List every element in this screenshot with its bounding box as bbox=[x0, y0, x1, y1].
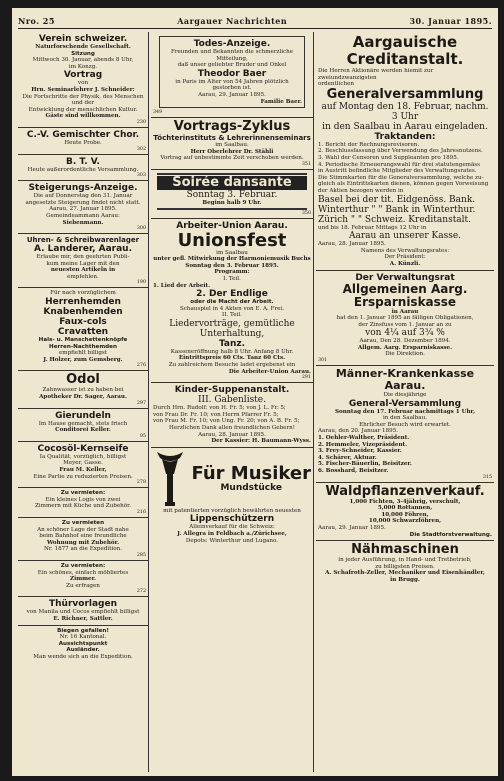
ad-uhrenlager: Uhren- & Schreibwarenlager A. Landerer, Aarau. Erlaube mir, den geehrten Publi- kum meine Lager mit den neuesten Artikeln in empfehlen. 190 bbox=[18, 234, 148, 288]
ad-soiree: Soirée dansante Sonntag 3. Februar. Beginn halb 9 Uhr. 350 bbox=[151, 170, 313, 219]
ad-herrenhemden: Für nach vorzüglichem Herrenhemden Knabenhemden Faux-cols Cravatten Hals- u. Manschettenknöpfe Herren-Nachthemden empfiehlt billigst J. Holzer, zum Gemsberg. 276 bbox=[18, 288, 148, 371]
ad-kernseife: Cocosöl-Kernseife Ia Qualität, vorzüglich, billigst Meyer, Gasse. Frau M. Keller, Eine Partie zu reduzierten Preisen. 278 bbox=[18, 442, 148, 488]
newspaper-page bbox=[12, 8, 498, 776]
ad-zu-vermieten-2: Zu vermieten An schöner Lage der Stadt nahe beim Bahnhof eine freundliche Wohnung mit Zubehör. Nr. 1877 an die Expedition. 285 bbox=[18, 518, 148, 561]
ad-kinder-suppenanstalt: Kinder-Suppenanstalt. III. Gabenliste. Durch Hrn. Rudolf: von H. Fr. 5; von J. L. Fr. 5; von Frau Dr. Fr. 10; von Herrn Pfarrer Fr. 5; von Frau M. Fr. 10; von Ung. Fr. 20; von A. B. Fr. 5; Herzlichen Dank allen freundlichen Gebern! Aarau, 28. Januar 1895. Der Kassier: H. Baumann-Wyss. bbox=[151, 383, 313, 448]
ad-odol: Odol Zahnwasser ist zu haben bei Apotheker Dr. Sager, Aarau. 297 bbox=[18, 371, 148, 408]
ad-steigerung: Steigerungs-Anzeige. Die auf Donnerstag den 31. Januar angesetzte Steigerung findet nicht statt. Aarau, 27. Januar 1895. Gemeindeammann Aarau: Siebenmann. 300 bbox=[18, 181, 148, 234]
ad-fuer-musiker: Für Musiker Mundstücke mit patentierten vorzüglich bewährten neuesten Lippenschützern Alleinverkauf für die Schweiz: J. Allegra in Feldbach a./Zürichsee, Depots: Winterthur und Lugano. bbox=[151, 448, 313, 546]
page-header bbox=[18, 14, 492, 29]
issue-date: 30. Januar 1895. bbox=[409, 16, 492, 26]
newspaper-title: Aargauer Nachrichten bbox=[177, 16, 288, 26]
mourning-frame: Todes-Anzeige. Freunden und Bekannten die schmerzliche Mitteilung, daß unser geliebter Bruder und Onkel Theodor Baer in Paris im Alter von 54 Jahren plötzlich gestorben ist. Aarau, 29. Januar 1895. Familie Baer. bbox=[159, 36, 305, 108]
ad-btv: B. T. V. Heute außerordentliche Versammlung. 303 bbox=[18, 155, 148, 182]
page-number: Nro. 25 bbox=[18, 16, 55, 26]
ad-thuervorlagen: Thürvorlagen von Manila und Cocos empfiehlt billigst E. Richner, Sattler. bbox=[18, 597, 148, 625]
column-left bbox=[18, 32, 149, 772]
ad-eierundeln: Gierundeln Im Hause gemacht, stets frisch Conditorei Keller. 95 bbox=[18, 409, 148, 442]
ad-ersparniskasse: Der Verwaltungsrat Allgemeinen Aarg. Ersparniskasse in Aarau hat den 1. Januar 1895 an fälligen Obligationen, der Zinsfuss vom 1. Januar an zu von 4¼ auf 3¾ % Aarau, Den 28. Dezember 1894. Allgem. Aarg. Ersparniskasse. Die Direktion. 301 bbox=[316, 271, 494, 367]
ad-zu-vermieten-1: Zu vermieten: Ein kleines Logis von zwei Zimmern mit Küche und Zubehör. 216 bbox=[18, 488, 148, 518]
ad-maenner-krankenkasse: Männer-Krankenkasse Aarau. Die diesjährige General-Versammlung Sonntag den 17. Februar nachmittags 1 Uhr, in den Saalbau. Ehrlicher Besuch wird erwartet. Aarau, den 20. Januar 1895. 1. Oehler-Walther, Präsident. 2. Hemmeler, Vizepräsident. 3. Frey-Schneider, Kassier. 4. Schärer, Aktuar. 5. Fischer-Bäuerlin, Beisitzer. 6. Bosshard, Beisitzer. 315 bbox=[316, 366, 494, 483]
mouthpiece-illustration-icon bbox=[153, 450, 187, 508]
ad-creditanstalt: Aargauische Creditanstalt. Die Herren Aktionäre werden hiemit zur zweiundzwanzigsten ordentlichen Generalversammlung auf Montag den 18. Februar, nachm. 3 Uhr in den Saalbau in Aarau eingeladen. Traktanden: 1. Bericht der Rechnungsrevisoren. 2. Beschlussfassung über Verwendung des Jahresnutzens. 3. Wahl der Censoren und Suppleanten pro 1895. 4. Periodische Erneuerungswahl für drei statutengemäss in Austritt befindliche Mitglieder des Verwaltungsrates. Die Stimmkarten für die Generalversammlung, welche zu- gleich als Eintrittskarten dienen, können gegen Vorweisung der Aktien bezogen werden in Basel bei der tit. Eidgenöss. Bank. Winterthur " " Bank in Winterthur. Zürich " " Schweiz. Kreditanstalt. und bis 18. Februar Mittags 12 Uhr in Aarau an unserer Kasse. Aarau, 28. Januar 1895. Namens des Verwaltungsrates: Der Präsident: A. Künzli. bbox=[316, 32, 494, 271]
column-right bbox=[316, 32, 494, 772]
ad-biegen: Biegen gefallen! Nr. 16 Kantonal. Aussichtspunkt Ausländer. Man wende sich an die Expedition. bbox=[33, 627, 133, 660]
ad-arbeiter-union: Arbeiter-Union Aarau. Unionsfest im Saalbau unter gefl. Mitwirkung der Harmoniemusik Buchs Sonntag den 3. Februar 1895. Programm: I. Teil. 1. Lied der Arbeit. 2. Der Endlige oder die Macht der Arbeit. Schauspiel in 4 Akten von E. A. Frei. II. Teil. Liedervorträge, gemütliche Unterhaltung, Tanz. Kasseneröffnung halb 8 Uhr. Anfang 8 Uhr. Eintrittspreis 60 Cts. Tanz 60 Cts. Zu zahlreichem Besuche ladet ergebenst ein Die Arbeiter-Union Aarau. 291 bbox=[151, 219, 313, 384]
ad-gemischter-chor: C.-V. Gemischter Chor. Heute Probe. 302 bbox=[18, 128, 148, 155]
ad-todesanzeige: Todes-Anzeige. Freunden und Bekannten die schmerzliche Mitteilung, daß unser geliebter Bruder und Onkel Theodor Baer in Paris im Alter von 54 Jahren plötzlich gestorben ist. Aarau, 29. Januar 1895. Familie Baer. 349 bbox=[151, 32, 313, 118]
column-middle bbox=[151, 32, 314, 772]
ad-vortrags-zyklus: Vortrags-Zyklus Töchterinstituts & Lehrerinnenseminars im Saalbau. Herr Oberlehrer Dr. Stähli Vortrag auf unbestimmte Zeit verschoben werden. 351 bbox=[151, 118, 313, 170]
ad-naehmaschinen: Nähmaschinen in jeder Ausführung, in Hand- und Tretbetrieb, zu billigsten Preisen. A. Schafroth-Zeller, Mechaniker und Eisenhändler, in Brugg. bbox=[325, 542, 485, 583]
ad-naturforschende: Verein schweizer. Naturforschende Gesellschaft. Sitzung Mittwoch 30. Januar, abends 8 Uhr, im Konzg. Vortrag von Hrn. Seminarlehrer J. Schneider: Die Fortschritte der Physik, des Menschen und der Entwicklung der menschlichen Kultur. Gäste sind willkommen. 230 bbox=[18, 32, 148, 128]
ad-zu-vermieten-3: Zu vermieten: Ein schönes, einfach möbliertes Zimmer. Zu erfragen 272 bbox=[18, 561, 148, 597]
ad-waldpflanzenverkauf: Waldpflanzenverkauf. 1,000 Fichten, 3-4jährig, verschult, 5,000 Rottannen, 10,000 Föhren, 10,000 Schwarzföhren, Aarau, 29. Januar 1895. Die Stadtforstverwaltung. bbox=[316, 483, 494, 542]
